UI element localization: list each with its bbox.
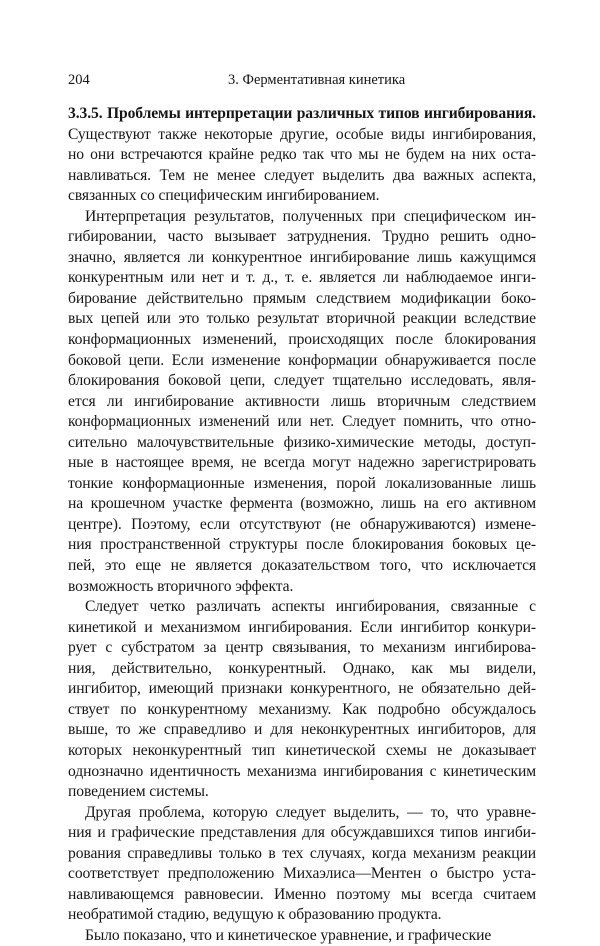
chapter-title: 3. Ферментативная кинетика (228, 72, 406, 88)
section-number: 3.3.5. (68, 105, 103, 122)
text-line: конформационных изменений, происходящих после блокирования (68, 331, 536, 349)
paragraph (68, 125, 536, 207)
page-body (68, 104, 536, 946)
text-line: конкурентным или нет и т. д., т. е. является ли наблюдаемое инги- (68, 269, 536, 287)
paragraph (68, 803, 536, 926)
text-line: соответствует предположению Михаэлиса—Ментен о быстро уста- (68, 865, 536, 883)
text-line: Интерпретация результатов, полученных при специфическом ин- (85, 207, 536, 225)
paragraphs (68, 125, 536, 946)
running-head (68, 70, 536, 90)
paragraph (68, 207, 536, 597)
text-line: поведением системы. (68, 783, 209, 801)
text-line: Было показано, что и кинетическое уравнение, и графические (85, 926, 492, 944)
text-line: боковой цепи. Если изменение конформации обнаруживается после (68, 351, 536, 369)
text-line: Другая проблема, которую следует выделить, — то, что уравне- (85, 803, 536, 821)
text-line: выше, то же справедливо и для неконкурентных ингибиторов, для (68, 721, 536, 739)
text-line: ния и графические представления для обсуждавшихся типов ингиби- (68, 824, 536, 842)
text-line: конформационных изменений или нет. Следует помнить, что отно- (68, 413, 536, 431)
text-line: бирование действительно прямым следствием модификации боко- (68, 289, 536, 307)
text-line: навливаться. Тем не менее следует выделить два важных аспекта, (68, 166, 536, 184)
text-line: связанных со специфическим ингибированием. (68, 187, 380, 205)
text-line: возможность вторичного эффекта. (68, 577, 294, 595)
text-line: пей, это еще не является доказательством того, что исключается (68, 557, 536, 575)
text-line: необратимой стадию, ведущую к образованию продукта. (68, 906, 442, 924)
text-line: на крошечном участке фермента (возможно, лишь на его активном (68, 495, 536, 513)
section-title: Проблемы интерпретации различных типов ингибирования. (106, 105, 536, 122)
text-line: ется ли ингибирование активности лишь вторичным следствием (68, 392, 536, 410)
text-line: кинетикой и механизмом ингибирования. Если ингибитор конкури- (68, 618, 536, 636)
text-line: гибировании, часто вызывает затруднения. Трудно решить одно- (68, 228, 536, 246)
text-line: Существуют также некоторые другие, особые виды ингибирования, (68, 125, 536, 143)
paragraph (68, 597, 536, 802)
text-line: ствует по конкурентному механизму. Как подробно обсуждалось (68, 700, 536, 718)
text-line: рования справедливы только в тех случаях, когда механизм реакции (68, 844, 536, 862)
text-line: ния, действительно, конкурентный. Однако, как мы видели, (68, 659, 536, 677)
text-line: центре). Поэтому, если отсутствуют (не обнаруживаются) измене- (68, 515, 536, 533)
text-line: но они встречаются крайне редко так что мы не будем на них оста- (68, 146, 536, 164)
paragraph (68, 926, 536, 946)
text-line: Следует четко различать аспекты ингибирования, связанные с (85, 598, 536, 616)
text-line: однозначно идентичность механизма ингибирования с кинетическим (68, 762, 536, 780)
text-line: рует с субстратом за центр связывания, то механизм ингибирова- (68, 639, 536, 657)
text-line: тонкие конформационные изменения, порой локализованные лишь (68, 474, 536, 492)
text-line: которых неконкурентный тип кинетической схемы не доказывает (68, 741, 536, 759)
text-line: ные в настоящее время, не всегда могут надежно зарегистрировать (68, 454, 536, 472)
text-line: вых цепей или это только результат вторичной реакции вследствие (68, 310, 536, 328)
text-line: навливающемся равновесии. Именно поэтому мы всегда считаем (68, 885, 536, 903)
text-line: ингибитор, имеющий признаки конкурентного, не обязательно дей- (68, 680, 536, 698)
page-number: 204 (68, 72, 90, 88)
text-line: блокирования боковой цепи, следует тщательно исследовать, явля- (68, 372, 536, 390)
text-line: значно, является ли конкурентное ингибирование лишь кажущимся (68, 248, 536, 266)
text-line: ния пространственной структуры после блокирования боковых це- (68, 536, 536, 554)
text-line: сительно малочувствительные физико-химические методы, доступ- (68, 433, 536, 451)
section-heading (68, 104, 536, 125)
